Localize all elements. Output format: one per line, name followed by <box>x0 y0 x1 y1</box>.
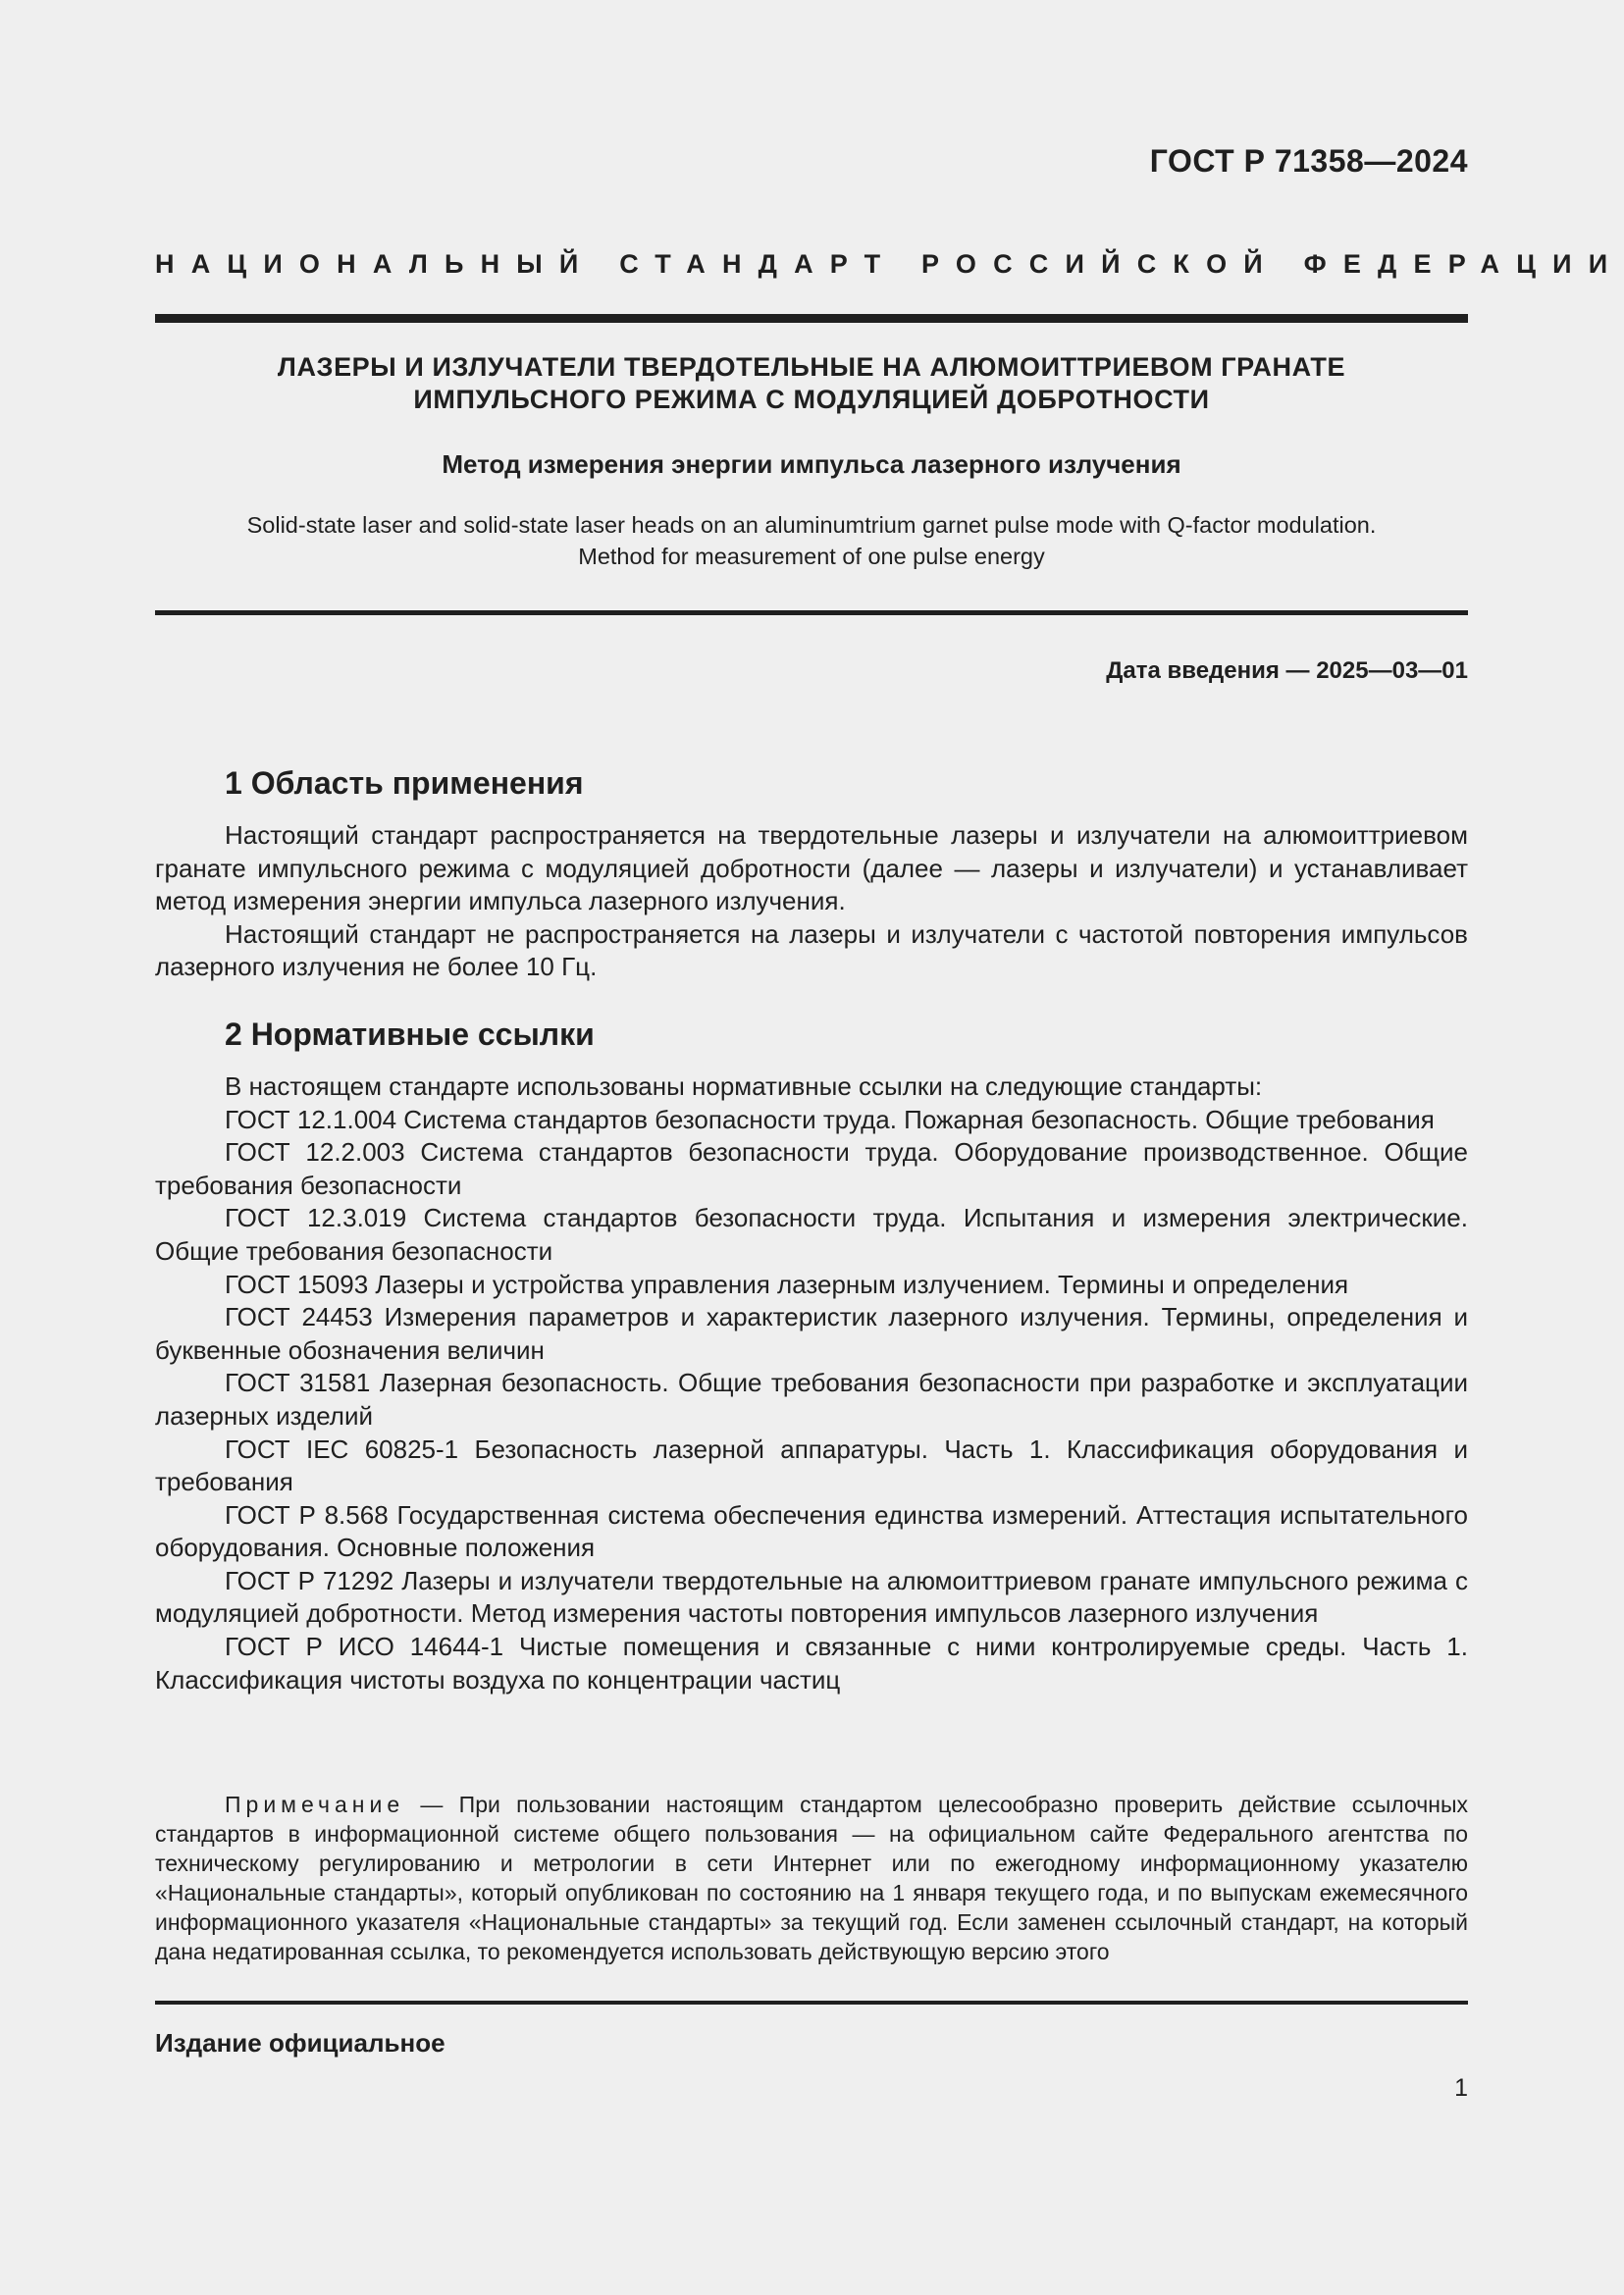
reference-item: ГОСТ 24453 Измерения параметров и характеристик лазерного излучения. Термины, определения и буквенные обозначения величин <box>155 1302 1468 1365</box>
edition-label: Издание официальное <box>155 2028 445 2058</box>
section-1-heading: 1 Область применения <box>225 765 584 801</box>
document-title <box>155 351 1468 416</box>
section-2-heading: 2 Нормативные ссылки <box>225 1016 595 1052</box>
reference-item: ГОСТ Р 8.568 Государственная система обеспечения единства измерений. Аттестация испытательного оборудования. Основные положения <box>155 1499 1468 1563</box>
doc-number: ГОСТ Р 71358—2024 <box>1149 143 1468 179</box>
note-text: — При пользовании настоящим стандартом целесообразно проверить действие ссылочных стандартов в информационной системе общего пользования — на официальном сайте Федерального агентства по техническому регулированию и метрологии в сети Интернет или по ежегодному информационному указателю «Национальные стандарты», который опубликован по состоянию на 1 января текущего года, и по выпускам ежемесячного информационного указателя «Национальные стандарты» за текущий год. Если заменен ссылочный стандарт, на который дана недатированная ссылка, то рекомендуется использовать действующую версию этого <box>155 1792 1468 1964</box>
reference-item: ГОСТ Р 71292 Лазеры и излучатели твердотельные на алюмоиттриевом гранате импульсного режима с модуляцией добротности. Метод измерения частоты повторения импульсов лазерного излучения <box>155 1565 1468 1629</box>
english-title-line-2: Method for measurement of one pulse energy <box>578 544 1045 569</box>
english-title-line-1: Solid-state laser and solid-state laser heads on an aluminumtrium garnet pulse mode with Q-factor modulation. <box>246 512 1377 538</box>
document-subtitle: Метод измерения энергии импульса лазерного излучения <box>442 449 1181 479</box>
reference-item: ГОСТ 12.3.019 Система стандартов безопасности труда. Испытания и измерения электрические. Общие требования безопасности <box>155 1203 1468 1266</box>
section-1-paragraph: Настоящий стандарт распространяется на твердотельные лазеры и излучатели на алюмоиттриевом гранате импульсного режима с модуляцией добротности (далее — лазеры и излучатели) и устанавливает метод измерения энергии импульса лазерного излучения. <box>155 820 1468 916</box>
national-standard-banner: НАЦИОНАЛЬНЫЙ СТАНДАРТ РОССИЙСКОЙ ФЕДЕРАЦИИ <box>155 249 1624 279</box>
note-label: Примечание <box>225 1792 405 1817</box>
document-body <box>155 760 1468 1696</box>
reference-item: ГОСТ 12.1.004 Система стандартов безопасности труда. Пожарная безопасность. Общие требования <box>225 1104 1435 1134</box>
footer-rule <box>155 2001 1468 2005</box>
header-rule <box>155 314 1468 323</box>
section-2-intro: В настоящем стандарте использованы нормативные ссылки на следующие стандарты: <box>225 1070 1263 1101</box>
page-number: 1 <box>1454 2074 1468 2102</box>
reference-item: ГОСТ 15093 Лазеры и устройства управления лазерным излучением. Термины и определения <box>225 1269 1349 1299</box>
note-block <box>155 1790 1468 1966</box>
reference-item: ГОСТ Р ИСО 14644-1 Чистые помещения и связанные с ними контролируемые среды. Часть 1. Классификация чистоты воздуха по концентрации частиц <box>155 1632 1468 1695</box>
reference-item: ГОСТ 31581 Лазерная безопасность. Общие требования безопасности при разработке и эксплуатации лазерных изделий <box>155 1368 1468 1431</box>
title-line-2: ИМПУЛЬСНОГО РЕЖИМА С МОДУЛЯЦИЕЙ ДОБРОТНОСТИ <box>413 385 1210 414</box>
title-rule <box>155 610 1468 615</box>
title-line-1: ЛАЗЕРЫ И ИЗЛУЧАТЕЛИ ТВЕРДОТЕЛЬНЫЕ НА АЛЮМОИТТРИЕВОМ ГРАНАТЕ <box>277 352 1346 382</box>
reference-item: ГОСТ 12.2.003 Система стандартов безопасности труда. Оборудование производственное. Общие требования безопасности <box>155 1137 1468 1200</box>
reference-item: ГОСТ IEC 60825-1 Безопасность лазерной аппаратуры. Часть 1. Классификация оборудования и требования <box>155 1434 1468 1497</box>
english-title <box>155 509 1468 572</box>
introduction-date: Дата введения — 2025—03—01 <box>1106 657 1468 684</box>
section-1-paragraph: Настоящий стандарт не распространяется на лазеры и излучатели с частотой повторения импульсов лазерного излучения не более 10 Гц. <box>155 918 1468 982</box>
